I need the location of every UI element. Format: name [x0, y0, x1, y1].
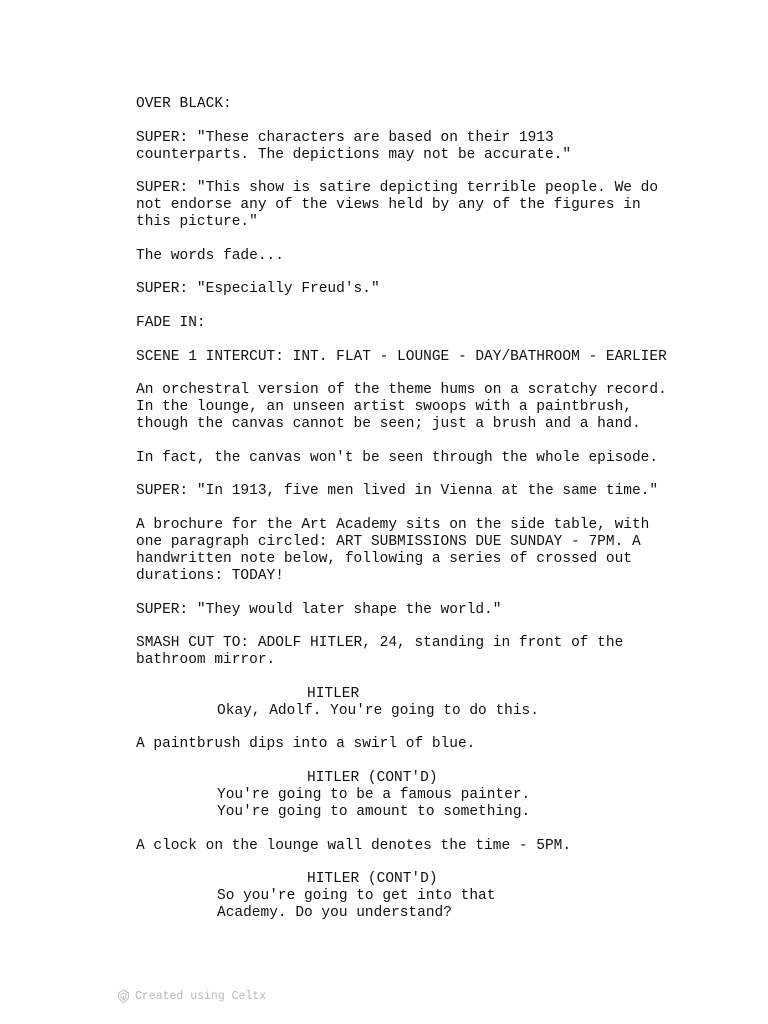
action-paintbrush: A paintbrush dips into a swirl of blue. [136, 736, 476, 753]
character-name: HITLER (CONT'D) [307, 871, 438, 888]
super-text-2: SUPER: "This show is satire depicting terrible people. We do not endorse any of the views held by any of the figures in this picture." [136, 180, 659, 231]
dialog-block-3 [136, 871, 716, 922]
super-text-1: SUPER: "These characters are based on their 1913 counterparts. The depictions may not be accurate." [136, 129, 572, 163]
scene-heading: SCENE 1 INTERCUT: INT. FLAT - LOUNGE - DAY/BATHROOM - EARLIER [136, 348, 667, 365]
super-text-5: SUPER: "They would later shape the world." [136, 601, 502, 618]
dialogue-line: So you're going to get into that Academy. Do you understand? [217, 888, 496, 922]
character-name: HITLER (CONT'D) [307, 769, 438, 786]
footer-text: Created using Celtx [135, 989, 267, 1003]
action-words-fade: The words fade... [136, 247, 284, 264]
character-name: HITLER [307, 685, 360, 702]
script-body [136, 96, 716, 939]
dialog-block-1 [136, 686, 716, 720]
celtx-logo-icon [117, 989, 130, 1004]
action-orchestral: An orchestral version of the theme hums on a scratchy record. In the lounge, an unseen artist swoops with a paintbrush, though the canvas cannot be seen; just a brush and a hand. [136, 382, 667, 433]
action-brochure: A brochure for the Art Academy sits on the side table, with one paragraph circled: ART SUBMISSIONS DUE SUNDAY - 7PM. A handwritten note below, following a series of crossed out durations: TODAY! [136, 516, 650, 584]
footer-credit [117, 988, 266, 1004]
transition-fade-in: FADE IN: [136, 314, 206, 331]
dialogue-line: You're going to be a famous painter. You're going to amount to something. [217, 786, 531, 820]
transition-over-black: OVER BLACK: [136, 96, 232, 112]
dialog-block-2 [136, 770, 716, 821]
action-smash-cut: SMASH CUT TO: ADOLF HITLER, 24, standing in front of the bathroom mirror. [136, 635, 624, 669]
super-text-3: SUPER: "Especially Freud's." [136, 281, 380, 298]
dialogue-line: Okay, Adolf. You're going to do this. [217, 702, 539, 719]
action-clock: A clock on the lounge wall denotes the time - 5PM. [136, 837, 572, 854]
super-text-4: SUPER: "In 1913, five men lived in Vienna at the same time." [136, 483, 659, 500]
action-canvas: In fact, the canvas won't be seen through the whole episode. [136, 449, 659, 466]
